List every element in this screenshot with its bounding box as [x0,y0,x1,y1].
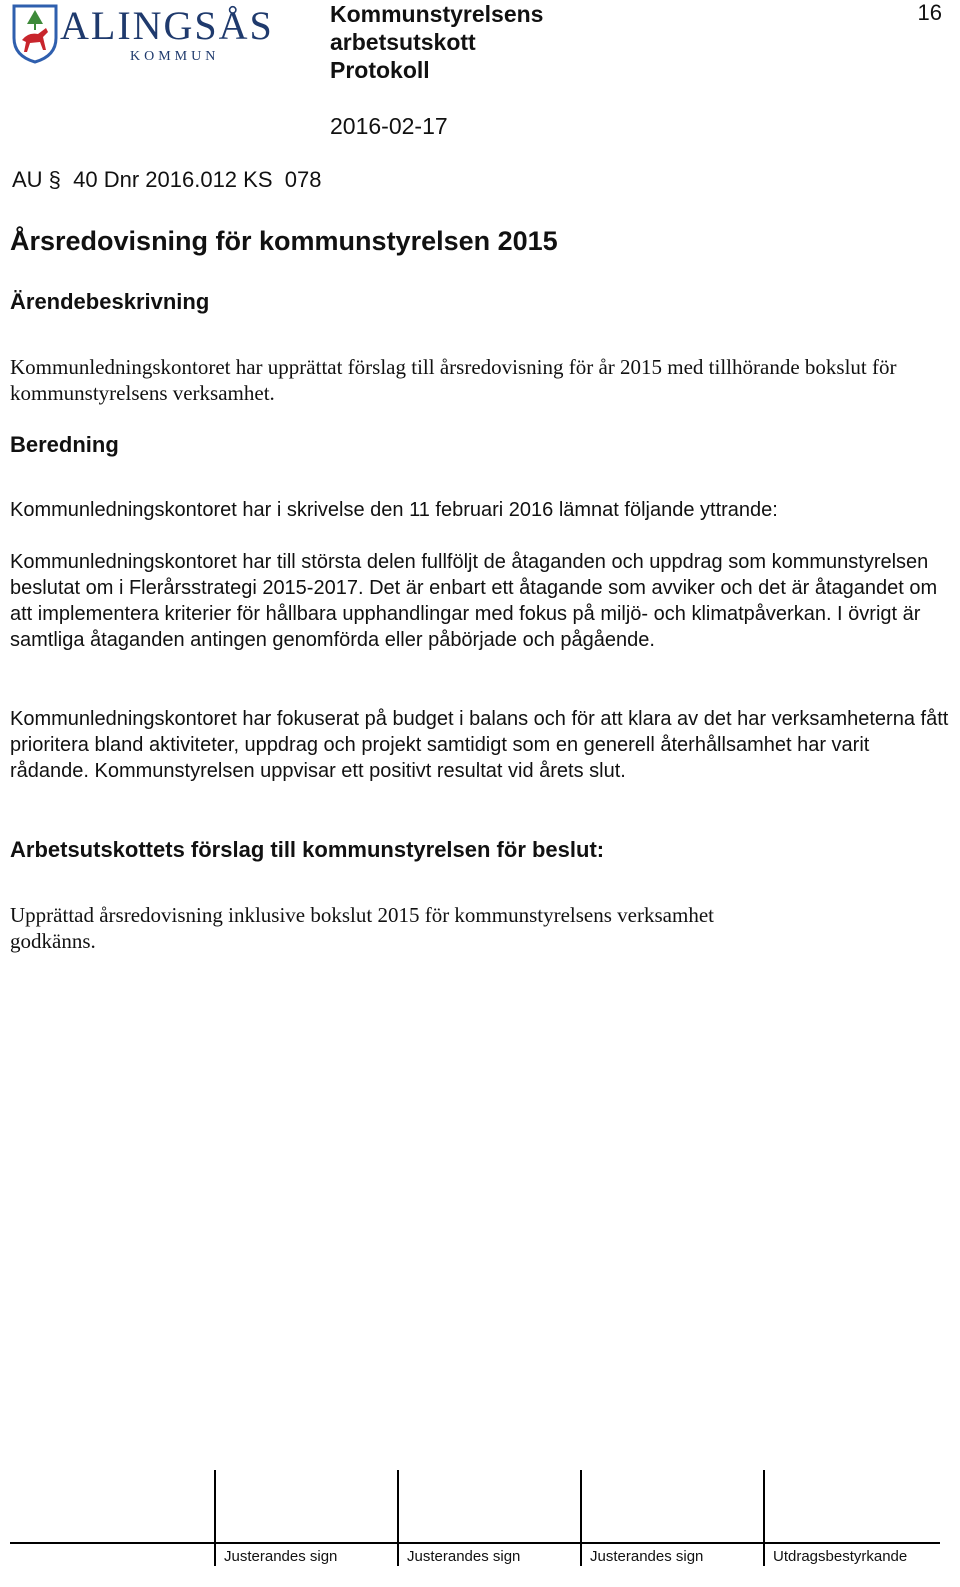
section-heading-forslag: Arbetsutskottets förslag till kommunstyrelsen för beslut: [10,837,605,862]
section-heading-beredning: Beredning [10,432,119,457]
forslag-text: Upprättad årsredovisning inklusive bokslut 2015 för kommunstyrelsens verksamhet godkänns. [10,903,714,953]
signature-label-1: Justerandes sign [224,1548,338,1565]
signature-label-4: Utdragsbestyrkande [773,1548,908,1565]
header-title-line-3: Protokoll [330,57,430,83]
signature-baseline [10,1542,940,1544]
beredning-paragraph-2: Kommunledningskontoret har fokuserat på budget i balans och för att klara av det har verksamheterna fått prioritera bland aktiviteter, uppdrag och projekt samtidigt som en generell återhållsamhet har varit rådande. Kommunstyrelsen uppvisar ett positivt resultat vid årets slut. [10,708,949,782]
signature-label-3: Justerandes sign [590,1548,704,1565]
header-title-line-1: Kommunstyrelsens [330,1,544,27]
beredning-intro: Kommunledningskontoret har i skrivelse den 11 februari 2016 lämnat följande yttrande: [10,499,778,521]
meeting-date: 2016-02-17 [330,113,448,139]
signature-divider [763,1470,765,1566]
beredning-paragraph-1: Kommunledningskontoret har till största delen fullföljt de åtaganden och uppdrag som kommunstyrelsen beslutat om i Flerårsstrategi 2015-2017. Det är enbart ett åtagande som avviker och det är åtagandet om att implementera kriterier för hållbara upphandlingar med fokus på miljö- och klimatpåverkan. I övrigt är samtliga åtaganden antingen genomförda eller påbörjade och pågående. [10,551,938,651]
paragraph-reference: AU § 40 Dnr 2016.012 KS 078 [12,167,322,192]
signature-label-2: Justerandes sign [407,1548,521,1565]
logo-name: ALINGSÅS [60,3,274,48]
page-number: 16 [917,0,942,25]
signature-divider [214,1470,216,1566]
header-title-line-2: arbetsutskott [330,29,476,55]
arende-text: Kommunledningskontoret har upprättat förslag till årsredovisning för år 2015 med tillhörande bokslut för kommunstyrelsens verksamhet. [10,355,897,405]
section-heading-arendebeskrivning: Ärendebeskrivning [10,289,210,314]
signature-divider [397,1470,399,1566]
signature-divider [580,1470,582,1566]
logo-subtitle: KOMMUN [130,49,220,64]
page-title: Årsredovisning för kommunstyrelsen 2015 [10,226,558,256]
